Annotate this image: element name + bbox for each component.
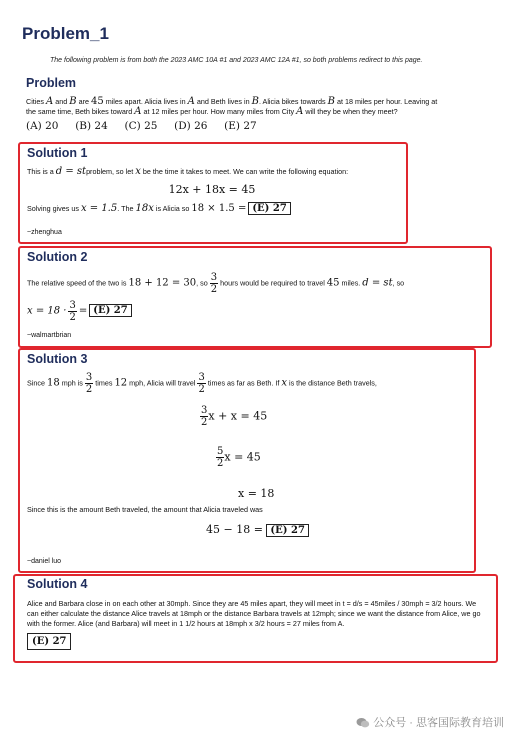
problem-heading: Problem: [26, 76, 77, 90]
choice-a: (A) 20: [26, 120, 59, 132]
solution3-intro: Since 18 mph is $\frac{3}{2}$ times 12 mph, Alicia will travel $\frac{3}{2}$ times as far as Beth. If x is the distance Beth travels,: [27, 372, 377, 395]
solution1-equation: 12x + 18x = 45: [168, 183, 256, 196]
solution2-fraction: $\frac{3}{2}$: [210, 272, 218, 295]
page-title: Problem_1: [22, 24, 109, 43]
solution1-signature: ~zhenghua: [27, 229, 62, 236]
choice-b: (B) 24: [75, 120, 108, 132]
solution3-equation-1: $\frac{3}{2}$ x + x = 45: [201, 405, 268, 428]
solution3-equation-3: x = 18: [238, 487, 275, 500]
choice-d: (D) 26: [174, 120, 208, 132]
problem-statement: Cities A and B are 45 miles apart. Alicia lives in A and Beth lives in B. Alicia bikes towards B at 18 miles per hour. Leaving at the same time, Beth bikes toward A at 12 miles per hour. How many miles from City A will they be when they meet?: [26, 96, 438, 117]
solution3-equation-2: $\frac{5}{2}$ x = 45: [217, 446, 261, 469]
redirect-note: The following problem is from both the 2023 AMC 10A #1 and 2023 AMC 12A #1, so both problems redirect to this page.: [50, 57, 423, 64]
solution3-answer: (E) 27: [266, 524, 308, 537]
answer-choices: [26, 120, 257, 132]
wechat-icon: [356, 717, 370, 729]
solution2-intro: The relative speed of the two is 18 + 12 = 30, so $\frac{3}{2}$ hours would be required to travel 45 miles. d = st, so: [27, 272, 405, 295]
watermark-text: 公众号 · 思客国际教育培训: [373, 717, 504, 729]
solution4-answer: (E) 27: [27, 633, 71, 650]
solution2-signature: ~walmartbrian: [27, 332, 72, 339]
solution2-answer: (E) 27: [89, 304, 131, 317]
solution3-conclusion: Since this is the amount Beth traveled, the amount that Alicia traveled was: [27, 505, 263, 514]
solution2-math: x = 18 · $\frac{3}{2}$ = (E) 27: [27, 300, 132, 323]
solution1-heading: Solution 1: [27, 146, 88, 160]
solution1-result: Solving gives us x = 1.5. The 18x is Alicia so 18 × 1.5 = (E) 27: [27, 204, 397, 214]
solution3-heading: Solution 3: [27, 352, 88, 366]
solution2-highlight: [18, 246, 492, 348]
solution4-text: Alice and Barbara close in on each other at 30mph. Since they are 45 miles apart, they will meet in t = d/s = 45miles / 30mph = 3/2 hours. We can either calculate the distance Alice travels at 18mph or the distance Barbara travels at 12mph; since we want the distance from Alice, we go with the former. Alice (and Barbara) will meet in 1 1/2 hours at 18mph x 3/2 hours = 27 miles from A.: [27, 599, 481, 628]
solution4-answer-wrap: [27, 631, 71, 650]
solution3-signature: ~daniel luo: [27, 558, 62, 565]
solution4-heading: Solution 4: [27, 577, 88, 591]
watermark: [356, 714, 504, 730]
solution2-heading: Solution 2: [27, 250, 88, 264]
choice-c: (C) 25: [124, 120, 158, 132]
choice-e: (E) 27: [224, 120, 257, 132]
solution1-intro: This is a d = stproblem, so let x be the time it takes to meet. We can write the following equation:: [27, 166, 349, 177]
solution1-answer: (E) 27: [248, 202, 290, 215]
solution3-equation-4: 45 − 18 = (E) 27: [206, 523, 309, 536]
